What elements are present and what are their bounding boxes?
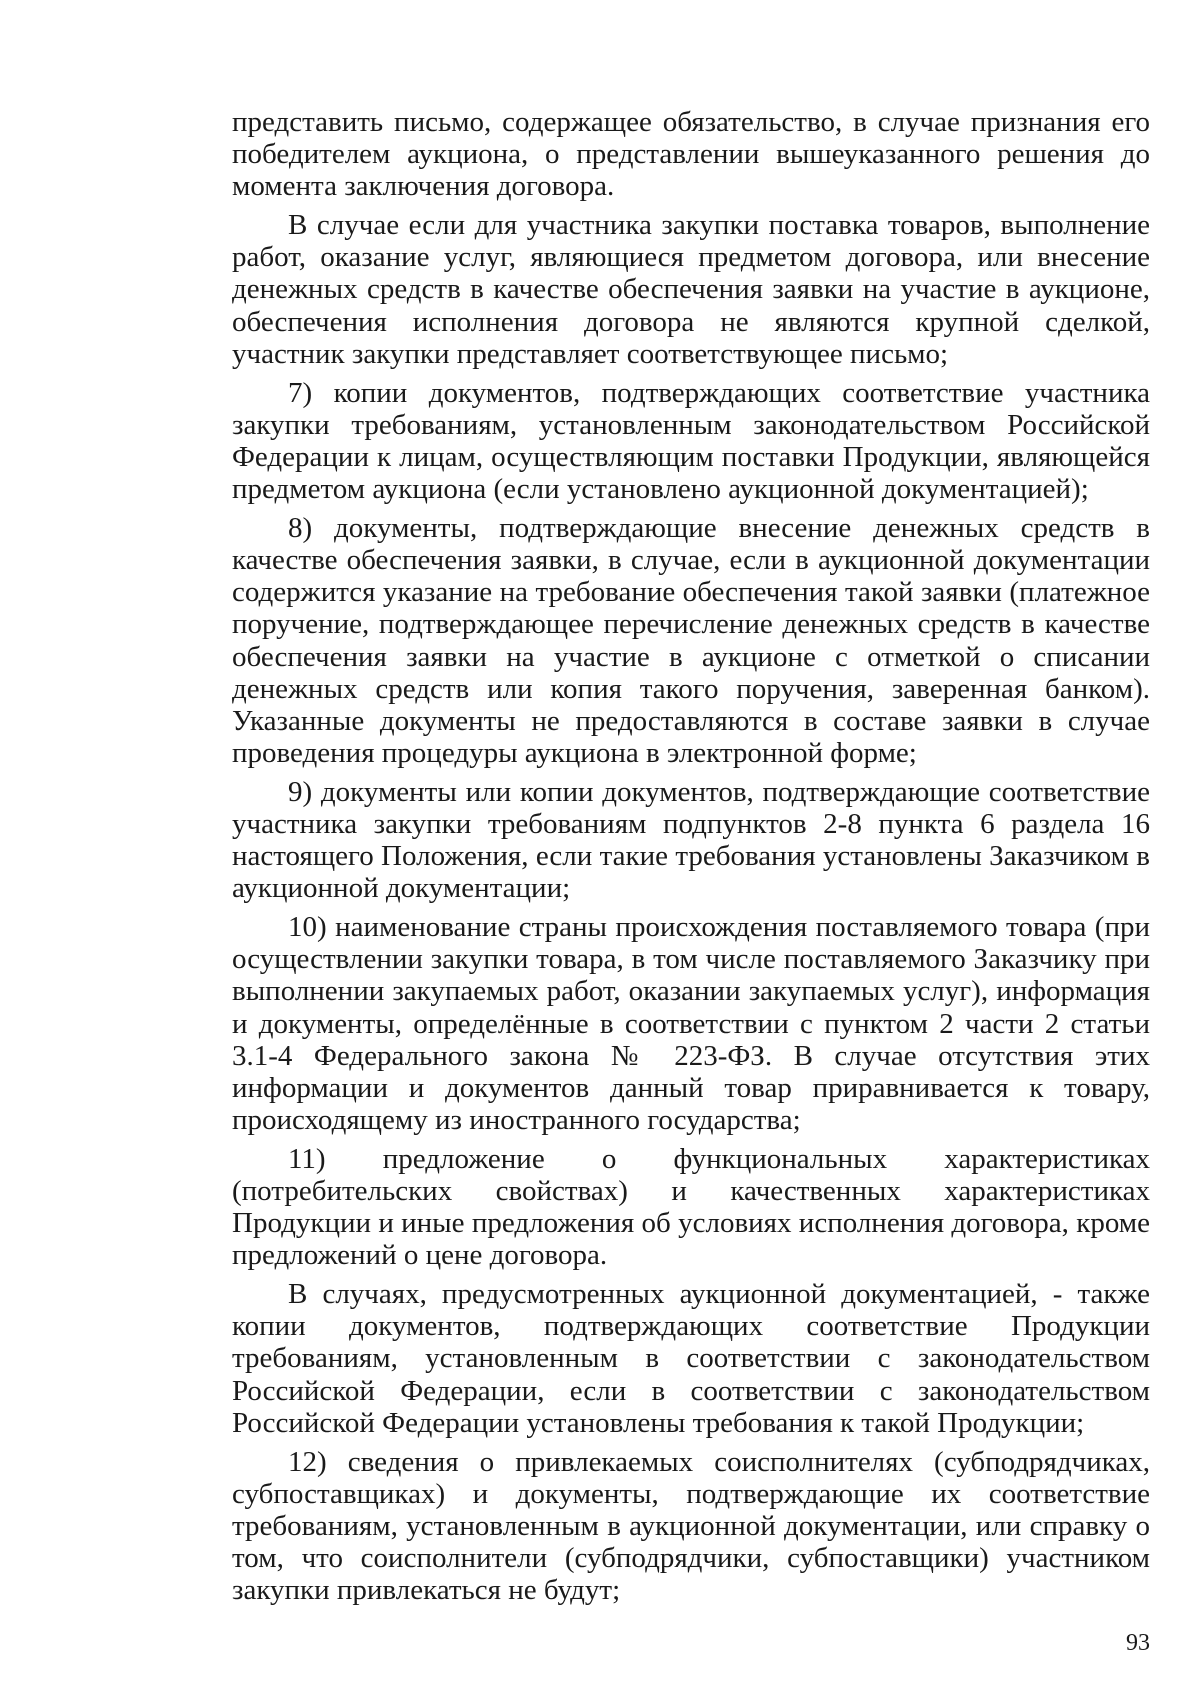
document-page: [232, 106, 1150, 1613]
paragraph-product-documents: В случаях, предусмотренных аукционной документацией, - также копии документов, подтверждающих соответствие Продукции требованиям, установленным в соответствии с законодательством Российской Федерации, если в соответствии с законодательством Российской Федерации установлены требования к такой Продукции;: [232, 1278, 1150, 1439]
paragraph-item-11: 11) предложение о функциональных характеристиках (потребительских свойствах) и качественных характеристиках Продукции и иные предложения об условиях исполнения договора, кроме предложений о цене договора.: [232, 1142, 1150, 1272]
paragraph-small-transaction-letter: В случае если для участника закупки поставка товаров, выполнение работ, оказание услуг, являющиеся предметом договора, или внесение денежных средств в качестве обеспечения заявки на участие в аукционе, обеспечения исполнения договора не являются крупной сделкой, участник закупки представляет соответствующее письмо;: [232, 209, 1150, 370]
paragraph-item-7: 7) копии документов, подтверждающих соответствие участника закупки требованиям, установленным законодательством Российской Федерации к лицам, осуществляющим поставки Продукции, являющейся предметом аукциона (если установлено аукционной документацией);: [232, 376, 1150, 506]
paragraph-item-10: 10) наименование страны происхождения поставляемого товара (при осуществлении закупки товара, в том числе поставляемого Заказчику при выполнении закупаемых работ, оказании закупаемых услуг), информация и документы, определённые в соответствии с пунктом 2 части 2 статьи 3.1-4 Федерального закона № 223-ФЗ. В случае отсутствия этих информации и документов данный товар приравнивается к товару, происходящему из иностранного государства;: [232, 911, 1150, 1136]
paragraph-continuation: представить письмо, содержащее обязательство, в случае признания его победителем аукциона, о представлении вышеуказанного решения до момента заключения договора.: [232, 106, 1150, 203]
paragraph-item-12: 12) сведения о привлекаемых соисполнителях (субподрядчиках, субпоставщиках) и документы, подтверждающие их соответствие требованиям, установленным в аукционной документации, или справку о том, что соисполнители (субподрядчики, субпоставщики) участником закупки привлекаться не будут;: [232, 1445, 1150, 1607]
paragraph-item-8: 8) документы, подтверждающие внесение денежных средств в качестве обеспечения заявки, в случае, если в аукционной документации содержится указание на требование обеспечения такой заявки (платежное поручение, подтверждающее перечисление денежных средств в качестве обеспечения заявки на участие в аукционе с отметкой о списании денежных средств или копия такого поручения, заверенная банком). Указанные документы не предоставляются в составе заявки в случае проведения процедуры аукциона в электронной форме;: [232, 512, 1150, 769]
page-number: 93: [1126, 1630, 1150, 1656]
paragraph-item-9: 9) документы или копии документов, подтверждающие соответствие участника закупки требованиям подпунктов 2-8 пункта 6 раздела 16 настоящего Положения, если такие требования установлены Заказчиком в аукционной документации;: [232, 775, 1150, 905]
